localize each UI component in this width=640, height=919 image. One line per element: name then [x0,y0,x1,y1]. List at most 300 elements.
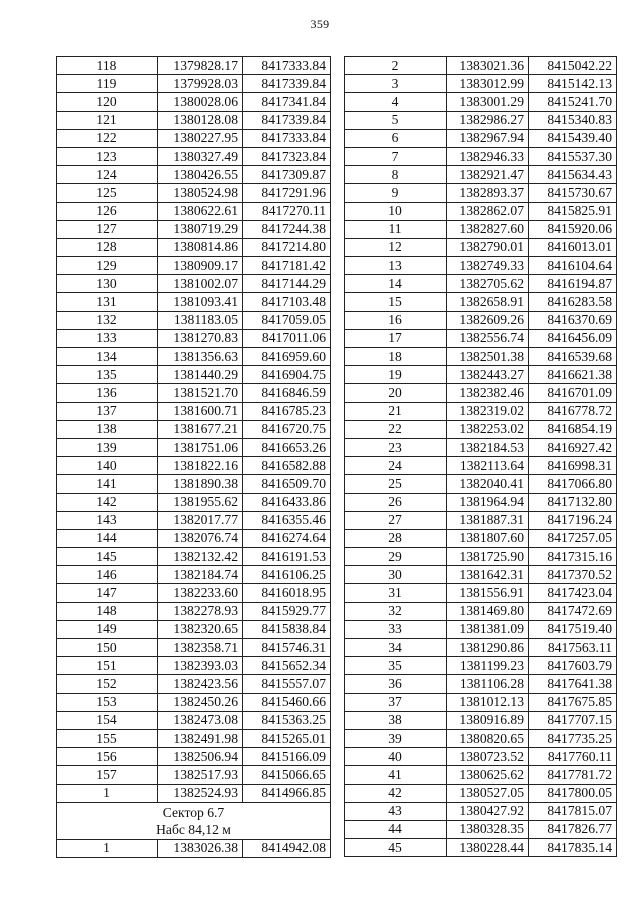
y-coordinate-cell: 8416018.95 [243,584,331,602]
table-row [57,566,331,584]
table-row [345,784,617,802]
y-coordinate-cell: 8417800.05 [529,784,617,802]
table-row [345,93,617,111]
x-coordinate-cell: 1380909.17 [158,257,243,275]
x-coordinate-cell: 1382790.01 [447,238,529,256]
x-coordinate-cell: 1381890.38 [158,475,243,493]
table-row [345,438,617,456]
x-coordinate-cell: 1382076.74 [158,529,243,547]
table-row [345,675,617,693]
x-coordinate-cell: 1380228.44 [447,839,529,857]
y-coordinate-cell: 8415730.67 [529,184,617,202]
x-coordinate-cell: 1381290.86 [447,639,529,657]
x-coordinate-cell: 1382658.91 [447,293,529,311]
y-coordinate-cell: 8416653.26 [243,438,331,456]
y-coordinate-cell: 8414942.08 [243,839,331,857]
y-coordinate-cell: 8416904.75 [243,366,331,384]
table-row [57,111,331,129]
point-number-cell: 140 [57,457,158,475]
x-coordinate-cell: 1380524.98 [158,184,243,202]
x-coordinate-cell: 1380328.35 [447,820,529,838]
point-number-cell: 120 [57,93,158,111]
y-coordinate-cell: 8416539.68 [529,348,617,366]
x-coordinate-cell: 1381002.07 [158,275,243,293]
y-coordinate-cell: 8415537.30 [529,147,617,165]
point-number-cell: 148 [57,602,158,620]
table-row [57,129,331,147]
x-coordinate-cell: 1381964.94 [447,493,529,511]
x-coordinate-cell: 1380028.06 [158,93,243,111]
point-number-cell: 119 [57,75,158,93]
table-row [57,584,331,602]
table-row [345,548,617,566]
point-number-cell: 127 [57,220,158,238]
y-coordinate-cell: 8415838.84 [243,620,331,638]
point-number-cell: 1 [57,839,158,857]
sector-heading-row [57,802,331,839]
table-row [57,147,331,165]
point-number-cell: 27 [345,511,447,529]
y-coordinate-cell: 8414966.85 [243,784,331,802]
table-row [345,293,617,311]
x-coordinate-cell: 1380723.52 [447,748,529,766]
table-row [345,529,617,547]
point-number-cell: 36 [345,675,447,693]
point-number-cell: 12 [345,238,447,256]
point-number-cell: 37 [345,693,447,711]
x-coordinate-cell: 1382113.64 [447,457,529,475]
table-row [57,329,331,347]
y-coordinate-cell: 8417815.07 [529,802,617,820]
y-coordinate-cell: 8417270.11 [243,202,331,220]
x-coordinate-cell: 1379828.17 [158,57,243,75]
x-coordinate-cell: 1379928.03 [158,75,243,93]
y-coordinate-cell: 8416194.87 [529,275,617,293]
y-coordinate-cell: 8416013.01 [529,238,617,256]
table-row [345,766,617,784]
x-coordinate-cell: 1381677.21 [158,420,243,438]
point-number-cell: 137 [57,402,158,420]
point-number-cell: 21 [345,402,447,420]
x-coordinate-cell: 1382393.03 [158,657,243,675]
table-row [345,238,617,256]
table-row [345,202,617,220]
x-coordinate-cell: 1382705.62 [447,275,529,293]
x-coordinate-cell: 1382609.26 [447,311,529,329]
table-row [57,384,331,402]
table-row [57,784,331,802]
table-row [345,384,617,402]
x-coordinate-cell: 1383001.29 [447,93,529,111]
table-row [57,475,331,493]
x-coordinate-cell: 1381642.31 [447,566,529,584]
point-number-cell: 154 [57,711,158,729]
point-number-cell: 122 [57,129,158,147]
y-coordinate-cell: 8416355.46 [243,511,331,529]
point-number-cell: 146 [57,566,158,584]
point-number-cell: 33 [345,620,447,638]
table-row [345,184,617,202]
x-coordinate-cell: 1381356.63 [158,348,243,366]
y-coordinate-cell: 8415265.01 [243,729,331,747]
x-coordinate-cell: 1380327.49 [158,147,243,165]
point-number-cell: 40 [345,748,447,766]
y-coordinate-cell: 8416106.25 [243,566,331,584]
y-coordinate-cell: 8416509.70 [243,475,331,493]
x-coordinate-cell: 1381807.60 [447,529,529,547]
table-row [57,839,331,857]
y-coordinate-cell: 8415460.66 [243,693,331,711]
x-coordinate-cell: 1382132.42 [158,548,243,566]
point-number-cell: 32 [345,602,447,620]
x-coordinate-cell: 1381106.28 [447,675,529,693]
y-coordinate-cell: 8416370.69 [529,311,617,329]
x-coordinate-cell: 1381440.29 [158,366,243,384]
y-coordinate-cell: 8417214.80 [243,238,331,256]
y-coordinate-cell: 8416283.58 [529,293,617,311]
x-coordinate-cell: 1382517.93 [158,766,243,784]
table-row [57,202,331,220]
table-row [345,493,617,511]
table-row [345,602,617,620]
x-coordinate-cell: 1382946.33 [447,147,529,165]
point-number-cell: 143 [57,511,158,529]
point-number-cell: 129 [57,257,158,275]
point-number-cell: 145 [57,548,158,566]
table-row [345,275,617,293]
x-coordinate-cell: 1382491.98 [158,729,243,747]
y-coordinate-cell: 8415142.13 [529,75,617,93]
x-coordinate-cell: 1382524.93 [158,784,243,802]
table-row [57,402,331,420]
y-coordinate-cell: 8417333.84 [243,57,331,75]
sector-heading [57,802,331,839]
y-coordinate-cell: 8415920.06 [529,220,617,238]
x-coordinate-cell: 1382827.60 [447,220,529,238]
table-row [345,147,617,165]
y-coordinate-cell: 8416959.60 [243,348,331,366]
coordinates-table-left [56,56,331,858]
point-number-cell: 23 [345,438,447,456]
x-coordinate-cell: 1380128.08 [158,111,243,129]
y-coordinate-cell: 8417675.85 [529,693,617,711]
table-row [345,711,617,729]
y-coordinate-cell: 8416701.09 [529,384,617,402]
point-number-cell: 28 [345,529,447,547]
point-number-cell: 128 [57,238,158,256]
table-row [57,257,331,275]
page-number: 359 [310,17,330,31]
y-coordinate-cell: 8415634.43 [529,166,617,184]
point-number-cell: 44 [345,820,447,838]
table-row [345,620,617,638]
point-number-cell: 147 [57,584,158,602]
table-row [57,639,331,657]
table-row [345,693,617,711]
point-number-cell: 155 [57,729,158,747]
table-row [345,220,617,238]
table-row [57,711,331,729]
x-coordinate-cell: 1382986.27 [447,111,529,129]
table-row [345,329,617,347]
point-number-cell: 157 [57,766,158,784]
point-number-cell: 43 [345,802,447,820]
y-coordinate-cell: 8417059.05 [243,311,331,329]
table-row [345,729,617,747]
x-coordinate-cell: 1382233.60 [158,584,243,602]
y-coordinate-cell: 8417519.40 [529,620,617,638]
x-coordinate-cell: 1382862.07 [447,202,529,220]
x-coordinate-cell: 1380916.89 [447,711,529,729]
x-coordinate-cell: 1382921.47 [447,166,529,184]
table-row [57,511,331,529]
table-row [345,348,617,366]
table-row [57,693,331,711]
y-coordinate-cell: 8417826.77 [529,820,617,838]
y-coordinate-cell: 8417339.84 [243,75,331,93]
x-coordinate-cell: 1381381.09 [447,620,529,638]
table-row [57,293,331,311]
x-coordinate-cell: 1381600.71 [158,402,243,420]
x-coordinate-cell: 1381887.31 [447,511,529,529]
y-coordinate-cell: 8417370.52 [529,566,617,584]
point-number-cell: 152 [57,675,158,693]
point-number-cell: 151 [57,657,158,675]
x-coordinate-cell: 1382040.41 [447,475,529,493]
point-number-cell: 35 [345,657,447,675]
table-row [57,438,331,456]
y-coordinate-cell: 8417103.48 [243,293,331,311]
y-coordinate-cell: 8416778.72 [529,402,617,420]
x-coordinate-cell: 1382253.02 [447,420,529,438]
point-number-cell: 20 [345,384,447,402]
point-number-cell: 3 [345,75,447,93]
table-row [345,511,617,529]
y-coordinate-cell: 8415929.77 [243,602,331,620]
point-number-cell: 130 [57,275,158,293]
y-coordinate-cell: 8417066.80 [529,475,617,493]
y-coordinate-cell: 8417315.16 [529,548,617,566]
y-coordinate-cell: 8417423.04 [529,584,617,602]
point-number-cell: 123 [57,147,158,165]
point-number-cell: 144 [57,529,158,547]
x-coordinate-cell: 1381012.13 [447,693,529,711]
x-coordinate-cell: 1381093.41 [158,293,243,311]
x-coordinate-cell: 1382556.74 [447,329,529,347]
table-row [345,566,617,584]
x-coordinate-cell: 1382749.33 [447,257,529,275]
x-coordinate-cell: 1382017.77 [158,511,243,529]
point-number-cell: 17 [345,329,447,347]
point-number-cell: 8 [345,166,447,184]
point-number-cell: 134 [57,348,158,366]
table-row [345,420,617,438]
y-coordinate-cell: 8416621.38 [529,366,617,384]
point-number-cell: 131 [57,293,158,311]
x-coordinate-cell: 1383026.38 [158,839,243,857]
point-number-cell: 118 [57,57,158,75]
y-coordinate-cell: 8415363.25 [243,711,331,729]
point-number-cell: 13 [345,257,447,275]
table-row [57,457,331,475]
point-number-cell: 22 [345,420,447,438]
x-coordinate-cell: 1382278.93 [158,602,243,620]
x-coordinate-cell: 1380820.65 [447,729,529,747]
y-coordinate-cell: 8417707.15 [529,711,617,729]
point-number-cell: 139 [57,438,158,456]
point-number-cell: 25 [345,475,447,493]
x-coordinate-cell: 1380227.95 [158,129,243,147]
table-row [345,166,617,184]
y-coordinate-cell: 8416433.86 [243,493,331,511]
table-row [57,166,331,184]
point-number-cell: 142 [57,493,158,511]
x-coordinate-cell: 1380814.86 [158,238,243,256]
point-number-cell: 124 [57,166,158,184]
y-coordinate-cell: 8417011.06 [243,329,331,347]
point-number-cell: 126 [57,202,158,220]
point-number-cell: 34 [345,639,447,657]
table-row [57,729,331,747]
x-coordinate-cell: 1382319.02 [447,402,529,420]
point-number-cell: 9 [345,184,447,202]
table-row [57,675,331,693]
sector-title: Сектор 6.7 [162,804,225,820]
table-row [345,657,617,675]
y-coordinate-cell: 8415557.07 [243,675,331,693]
x-coordinate-cell: 1381183.05 [158,311,243,329]
point-number-cell: 132 [57,311,158,329]
point-number-cell: 15 [345,293,447,311]
table-row [345,457,617,475]
table-row [345,475,617,493]
x-coordinate-cell: 1380426.55 [158,166,243,184]
point-number-cell: 150 [57,639,158,657]
y-coordinate-cell: 8416582.88 [243,457,331,475]
point-number-cell: 153 [57,693,158,711]
y-coordinate-cell: 8417132.80 [529,493,617,511]
y-coordinate-cell: 8415066.65 [243,766,331,784]
x-coordinate-cell: 1382473.08 [158,711,243,729]
x-coordinate-cell: 1382506.94 [158,748,243,766]
x-coordinate-cell: 1381199.23 [447,657,529,675]
point-number-cell: 10 [345,202,447,220]
y-coordinate-cell: 8415042.22 [529,57,617,75]
point-number-cell: 135 [57,366,158,384]
table-row [57,420,331,438]
x-coordinate-cell: 1382382.46 [447,384,529,402]
y-coordinate-cell: 8417781.72 [529,766,617,784]
y-coordinate-cell: 8417257.05 [529,529,617,547]
table-row [57,184,331,202]
table-row [57,93,331,111]
y-coordinate-cell: 8417291.96 [243,184,331,202]
x-coordinate-cell: 1382893.37 [447,184,529,202]
sector-height: Набс 84,12 м [156,821,231,837]
y-coordinate-cell: 8417309.87 [243,166,331,184]
table-row [345,57,617,75]
table-row [345,639,617,657]
table-row [345,820,617,838]
y-coordinate-cell: 8416846.59 [243,384,331,402]
y-coordinate-cell: 8417835.14 [529,839,617,857]
table-row [345,748,617,766]
table-row [57,275,331,293]
y-coordinate-cell: 8416456.09 [529,329,617,347]
y-coordinate-cell: 8416191.53 [243,548,331,566]
point-number-cell: 19 [345,366,447,384]
table-row [345,802,617,820]
x-coordinate-cell: 1382501.38 [447,348,529,366]
table-row [57,493,331,511]
y-coordinate-cell: 8417196.24 [529,511,617,529]
point-number-cell: 38 [345,711,447,729]
point-number-cell: 141 [57,475,158,493]
y-coordinate-cell: 8417641.38 [529,675,617,693]
point-number-cell: 18 [345,348,447,366]
table-row [57,220,331,238]
y-coordinate-cell: 8415340.83 [529,111,617,129]
y-coordinate-cell: 8417603.79 [529,657,617,675]
y-coordinate-cell: 8416927.42 [529,438,617,456]
table-row [345,257,617,275]
x-coordinate-cell: 1382184.74 [158,566,243,584]
point-number-cell: 42 [345,784,447,802]
point-number-cell: 16 [345,311,447,329]
table-row [57,620,331,638]
x-coordinate-cell: 1380427.92 [447,802,529,820]
table-row [345,402,617,420]
y-coordinate-cell: 8416104.64 [529,257,617,275]
table-row [345,839,617,857]
table-row [345,129,617,147]
point-number-cell: 121 [57,111,158,129]
x-coordinate-cell: 1381822.16 [158,457,243,475]
point-number-cell: 125 [57,184,158,202]
y-coordinate-cell: 8417244.38 [243,220,331,238]
table-row [57,529,331,547]
table-row [57,311,331,329]
x-coordinate-cell: 1382184.53 [447,438,529,456]
y-coordinate-cell: 8416785.23 [243,402,331,420]
point-number-cell: 24 [345,457,447,475]
y-coordinate-cell: 8416274.64 [243,529,331,547]
table-row [345,366,617,384]
y-coordinate-cell: 8415439.40 [529,129,617,147]
point-number-cell: 7 [345,147,447,165]
x-coordinate-cell: 1381955.62 [158,493,243,511]
coordinates-table-right [344,56,617,857]
point-number-cell: 2 [345,57,447,75]
y-coordinate-cell: 8417333.84 [243,129,331,147]
y-coordinate-cell: 8415241.70 [529,93,617,111]
table-row [57,57,331,75]
table-row [57,548,331,566]
x-coordinate-cell: 1382320.65 [158,620,243,638]
y-coordinate-cell: 8417563.11 [529,639,617,657]
y-coordinate-cell: 8415825.91 [529,202,617,220]
x-coordinate-cell: 1382423.56 [158,675,243,693]
table-row [345,584,617,602]
y-coordinate-cell: 8415652.34 [243,657,331,675]
table-row [57,238,331,256]
y-coordinate-cell: 8417339.84 [243,111,331,129]
x-coordinate-cell: 1383021.36 [447,57,529,75]
y-coordinate-cell: 8417341.84 [243,93,331,111]
table-row [57,748,331,766]
point-number-cell: 39 [345,729,447,747]
x-coordinate-cell: 1381469.80 [447,602,529,620]
